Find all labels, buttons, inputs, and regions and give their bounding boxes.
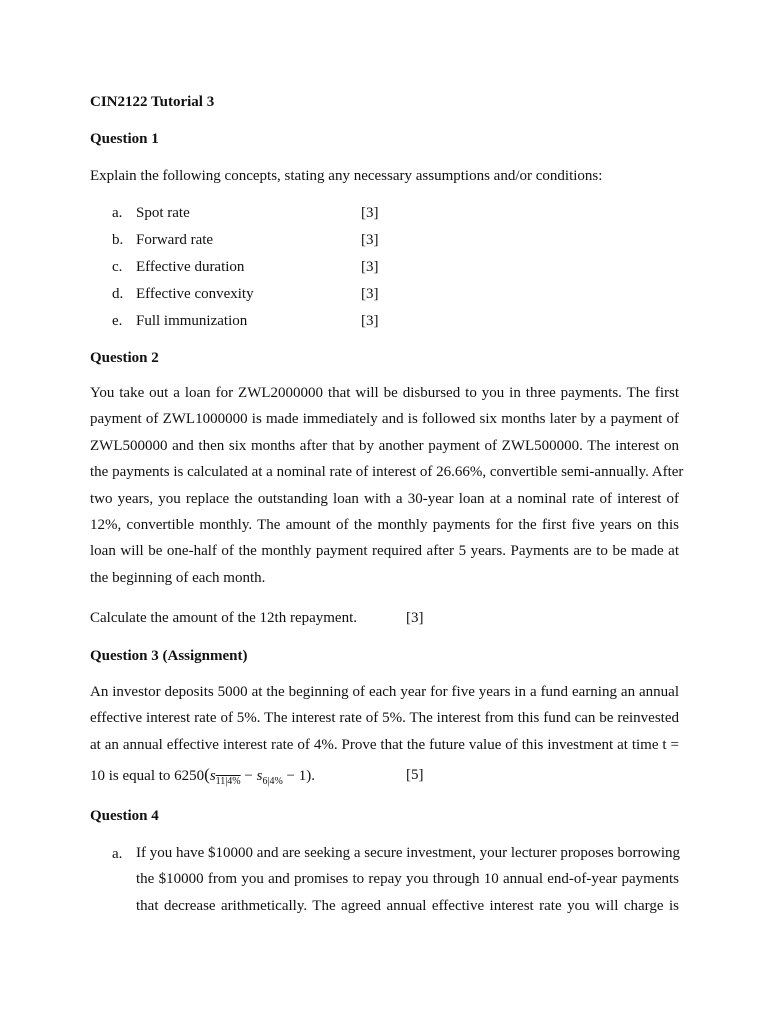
formula-subscript: 6|4%: [262, 776, 283, 787]
list-item: [0, 230, 768, 250]
paragraph-line: effective interest rate of 5%. The interest rate of 5%. The interest from this fund can be reinvested: [90, 710, 679, 727]
paragraph-line: If you have $10000 and are seeking a secure investment, your lecturer proposes borrowing: [136, 845, 680, 861]
question-1-heading: Question 1: [90, 131, 159, 147]
item-letter: b.: [112, 232, 124, 248]
item-letter: a.: [112, 846, 123, 862]
question-2-marks: [3]: [406, 610, 424, 626]
list-item: [0, 203, 768, 223]
formula-tail: − 1).: [286, 768, 316, 784]
question-2-paragraph: [90, 380, 684, 591]
question-3-marks: [5]: [406, 767, 424, 783]
paragraph-line: the beginning of each month.: [90, 569, 266, 586]
question-3-heading: Question 3 (Assignment): [90, 648, 248, 664]
question-2-task: Calculate the amount of the 12th repayment.: [90, 610, 357, 626]
question-1-intro: Explain the following concepts, stating any necessary assumptions and/or conditions:: [90, 168, 603, 184]
formula-subscript: 11|4%: [215, 776, 241, 787]
page-title: CIN2122 Tutorial 3: [90, 94, 215, 110]
paragraph-line: payment of ZWL1000000 is made immediately and is followed six months later by a payment of: [90, 411, 679, 428]
item-marks: [3]: [361, 205, 379, 221]
paragraph-line: the $10000 from you and promises to repay you through 10 annual end-of-year payments: [136, 871, 679, 888]
question-4-heading: Question 4: [90, 808, 159, 824]
item-text: Forward rate: [136, 232, 214, 248]
item-text: Effective convexity: [136, 286, 254, 302]
paragraph-line: ZWL500000 and then six months after that by another payment of ZWL500000. The interest on: [90, 437, 679, 454]
list-item: [0, 284, 768, 304]
item-letter: d.: [112, 286, 124, 302]
formula-symbol: s: [256, 768, 263, 784]
item-letter: e.: [112, 313, 123, 329]
paragraph-line: An investor deposits 5000 at the beginning of each year for five years in a fund earning an annual: [90, 684, 679, 700]
item-text: Effective duration: [136, 259, 245, 275]
item-letter: a.: [112, 205, 123, 221]
item-text: Spot rate: [136, 205, 190, 221]
paragraph-line: loan will be one-half of the monthly payment required after 5 years. Payments are to be made at: [90, 543, 679, 560]
paragraph-line: the payments is calculated at a nominal rate of interest of 26.66%, convertible semi-annually. After: [90, 464, 684, 481]
formula-prefix: 10 is equal to 6250: [90, 768, 205, 784]
question-2-heading: Question 2: [90, 350, 159, 366]
question-3-paragraph: [90, 679, 679, 758]
item-marks: [3]: [361, 286, 379, 302]
paragraph-line: 12%, convertible monthly. The amount of the monthly payments for the first five years on this: [90, 516, 679, 533]
paragraph-line: that decrease arithmetically. The agreed annual effective interest rate you will charge is: [136, 897, 679, 914]
paragraph-line: two years, you replace the outstanding loan with a 30-year loan at a nominal rate of interest of: [90, 490, 679, 507]
item-marks: [3]: [361, 232, 379, 248]
paragraph-line: You take out a loan for ZWL2000000 that will be disbursed to you in three payments. The first: [90, 385, 679, 401]
paragraph-line: at an annual effective interest rate of 4%. Prove that the future value of this investment at time t =: [90, 736, 679, 753]
list-item: [0, 257, 768, 277]
formula-symbol: s: [209, 768, 216, 784]
item-marks: [3]: [361, 313, 379, 329]
item-marks: [3]: [361, 259, 379, 275]
item-text: Full immunization: [136, 313, 248, 329]
question-4-paragraph: [136, 840, 679, 919]
question-3-formula-line: 10 is equal to $6250(s_{11|4\%} - s_{6|4\%} - 1)$.: [90, 765, 316, 787]
list-item: [0, 311, 768, 331]
item-letter: c.: [112, 259, 123, 275]
